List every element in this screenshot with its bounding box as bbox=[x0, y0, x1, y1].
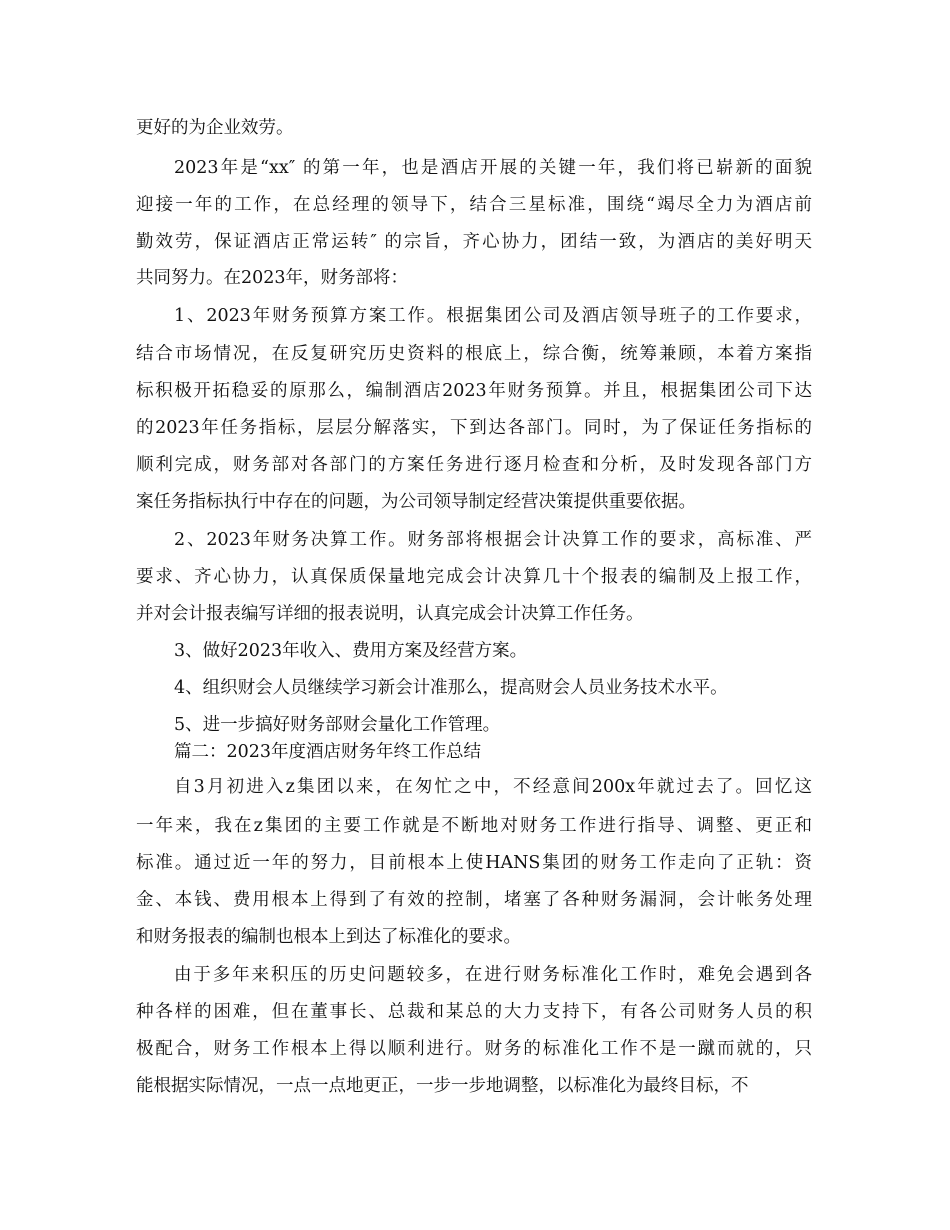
text-line: 和财务报表的编制也根本上到达了标准化的要求。 bbox=[136, 927, 521, 947]
text-line: 更好的为企业效劳。 bbox=[136, 118, 294, 138]
text-line: 金、本钱、费用根本上得到了有效的控制，堵塞了各种财务漏洞，会计帐务处理 bbox=[136, 890, 812, 910]
text-line: 4、组织财会人员继续学习新会计准那么，提高财会人员业务技术水平。 bbox=[174, 678, 728, 698]
text-line: 2、2023年财务决算工作。财务部将根据会计决算工作的要求，高标准、严 bbox=[174, 530, 812, 550]
text-line: 并对会计报表编写详细的报表说明，认真完成会计决算工作任务。 bbox=[136, 604, 644, 624]
text-line: 共同努力。在2023年，财务部将： bbox=[136, 268, 409, 288]
text-line: 5、进一步搞好财务部财会量化工作管理。 bbox=[174, 715, 501, 735]
text-line: 2023年是“xx″ 的第一年，也是酒店开展的关键一年，我们将已崭新的面貌 bbox=[174, 158, 812, 178]
text-line: 顺利完成，财务部对各部门的方案任务进行逐月检查和分析，及时发现各部门方 bbox=[136, 455, 812, 475]
text-line: 勤效劳，保证酒店正常运转″ 的宗旨，齐心协力，团结一致，为酒店的美好明天 bbox=[136, 232, 812, 252]
text-line: 要求、齐心协力，认真保质保量地完成会计决算几十个报表的编制及上报工作， bbox=[136, 567, 812, 587]
text-line: 一年来，我在z集团的主要工作就是不断地对财务工作进行指导、调整、更正和 bbox=[136, 816, 812, 836]
section-heading: 篇二：2023年度酒店财务年终工作总结 bbox=[174, 742, 482, 762]
text-line: 标积极开拓稳妥的原那么，编制酒店2023年财务预算。并且，根据集团公司下达 bbox=[136, 381, 812, 401]
text-line: 标准。通过近一年的努力，目前根本上使HANS集团的财务工作走向了正轨：资 bbox=[136, 853, 812, 873]
text-line: 自3月初进入z集团以来，在匆忙之中，不经意间200x年就过去了。回忆这 bbox=[174, 777, 812, 797]
text-line: 种各样的困难，但在董事长、总裁和某总的大力支持下，有各公司财务人员的积 bbox=[136, 1002, 812, 1022]
text-line: 迎接一年的工作，在总经理的领导下，结合三星标准，围绕“竭尽全力为酒店前 bbox=[136, 195, 812, 215]
text-line: 案任务指标执行中存在的问题，为公司领导制定经营决策提供重要依据。 bbox=[136, 492, 696, 512]
text-line: 极配合，财务工作根本上得以顺利进行。财务的标准化工作不是一蹴而就的，只 bbox=[136, 1039, 812, 1059]
text-line: 1、2023年财务预算方案工作。根据集团公司及酒店领导班子的工作要求， bbox=[174, 306, 812, 326]
text-line: 的2023年任务指标，层层分解落实，下到达各部门。同时，为了保证任务指标的 bbox=[136, 418, 812, 438]
text-line: 由于多年来积压的历史问题较多，在进行财务标准化工作时，难免会遇到各 bbox=[174, 965, 812, 985]
text-line: 能根据实际情况，一点一点地更正，一步一步地调整，以标准化为最终目标，不 bbox=[136, 1076, 749, 1096]
text-line: 结合市场情况，在反复研究历史资料的根底上，综合衡，统筹兼顾，本着方案指 bbox=[136, 344, 812, 364]
text-line: 3、做好2023年收入、费用方案及经营方案。 bbox=[174, 641, 528, 661]
